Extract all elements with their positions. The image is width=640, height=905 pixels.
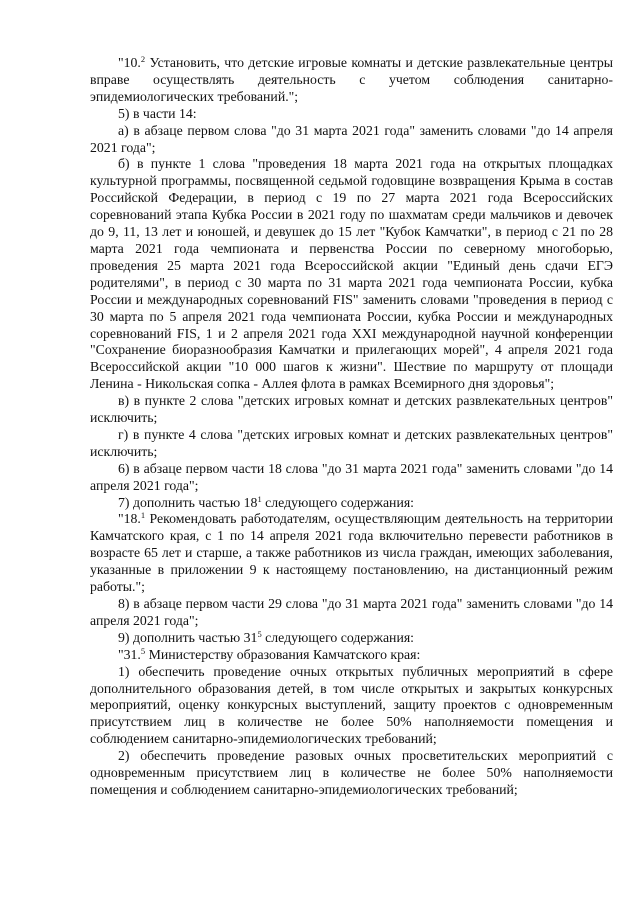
paragraph-text: "18. — [118, 511, 141, 527]
paragraph-text: г) в пункте 4 слова "детских игровых комнат и детских развлекательных центров" исключить; — [90, 426, 613, 459]
superscript: 5 — [257, 628, 262, 639]
paragraph-text: б) в пункте 1 слова "проведения 18 марта 2021 года на открытых площадках культурной программы, посвященной седьмой годовщине возвращения Крыма в состав Российской Федерации, в период с 19 по 27 марта 2021 года Всероссийских соревнований этапа Кубка России в 2021 году по шахматам среди мальчиков и девочек до 9, 11, 13 лет и юношей, и девушек до 15 лет "Кубок Камчатки", в период с 21 по 28 марта 2021 года чемпионата и первенства России по северному многоборью, проведения 25 марта 2021 года Всероссийской акции "Единый день сдачи ЕГЭ родителями", в период с 30 марта по 31 марта 2021 года чемпионата России, кубка России и международных соревнований FIS" заменить словами "проведения в период с 30 марта по 5 апреля 2021 года чемпионата России, кубка России и международных соревнований FIS, 1 и 2 апреля 2021 года XXI международной научной конференции "Сохранение биоразнообразия Камчатки и прилегающих морей", 4 апреля 2021 года Всероссийской акции "10 000 шагов к жизни". Шествие по маршруту от площади Ленина - Никольская сопка - Аллея флота в рамках Всемирного дня здоровья"; — [90, 156, 613, 392]
paragraph — [90, 106, 613, 123]
paragraph — [90, 748, 613, 799]
paragraph-text: 1) обеспечить проведение очных открытых публичных мероприятий в сфере дополнительного образования детей, в том числе открытых и закрытых конкурсных мероприятий, оценку конкурсных выступлений, защиту проектов с одновременным присутствием лиц в количестве не более 50% наполняемости помещения и соблюдением санитарно-эпидемиологических требований; — [90, 663, 613, 747]
paragraph — [90, 123, 613, 157]
paragraph-text: 2) обеспечить проведение разовых очных просветительских мероприятий с одновременным присутствием лиц в количестве не более 50% наполняемости помещения и соблюдением санитарно-эпидемиологических требований; — [90, 748, 613, 797]
paragraph-text: Министерству образования Камчатского края: — [145, 646, 421, 662]
paragraph — [90, 461, 613, 495]
paragraph-text: следующего содержания: — [261, 629, 415, 645]
paragraph — [90, 596, 613, 630]
paragraph-text: 8) в абзаце первом части 29 слова "до 31 марта 2021 года" заменить словами "до 14 апреля 2021 года"; — [90, 596, 613, 628]
paragraph-text: а) в абзаце первом слова "до 31 марта 2021 года" заменить словами "до 14 апреля 2021 года"; — [90, 122, 613, 155]
paragraph — [90, 495, 613, 512]
paragraph — [90, 511, 613, 596]
superscript: 5 — [140, 645, 146, 656]
paragraph-text: следующего содержания: — [261, 494, 415, 510]
superscript: 2 — [140, 54, 146, 64]
paragraph-text: в) в пункте 2 слова "детских игровых комнат и детских развлекательных центров" исключить; — [90, 393, 613, 426]
paragraph-text: 6) в абзаце первом части 18 слова "до 31 марта 2021 года" заменить словами "до 14 апреля 2021 года"; — [90, 460, 613, 493]
paragraph — [90, 630, 613, 647]
paragraph — [90, 664, 613, 749]
superscript: 1 — [257, 493, 262, 504]
paragraph — [90, 647, 613, 664]
paragraph-text: 7) дополнить частью 18 — [118, 494, 258, 510]
paragraph-text: Установить, что детские игровые комнаты и детские развлекательные центры вправе осуществлять деятельность с учетом соблюдения санитарно-эпидемиологических требований."; — [90, 55, 613, 104]
paragraph — [90, 427, 613, 461]
paragraph-text: 5) в части 14: — [118, 105, 197, 121]
paragraph-text: "10. — [118, 55, 141, 70]
paragraph-text: Рекомендовать работодателям, осуществляющим деятельность на территории Камчатского края, с 1 по 14 апреля 2021 года включительно перевести работников в возрасте 65 лет и старше, а также работников из числа граждан, имеющих заболевания, указанные в приложении 9 к настоящему постановлению, на дистанционный режим работы."; — [90, 511, 613, 595]
paragraph — [90, 393, 613, 427]
paragraph — [90, 55, 613, 106]
paragraph-text: 9) дополнить частью 31 — [118, 629, 258, 645]
superscript: 1 — [140, 510, 146, 521]
paragraph — [90, 156, 613, 393]
paragraph-text: "31. — [118, 646, 141, 662]
